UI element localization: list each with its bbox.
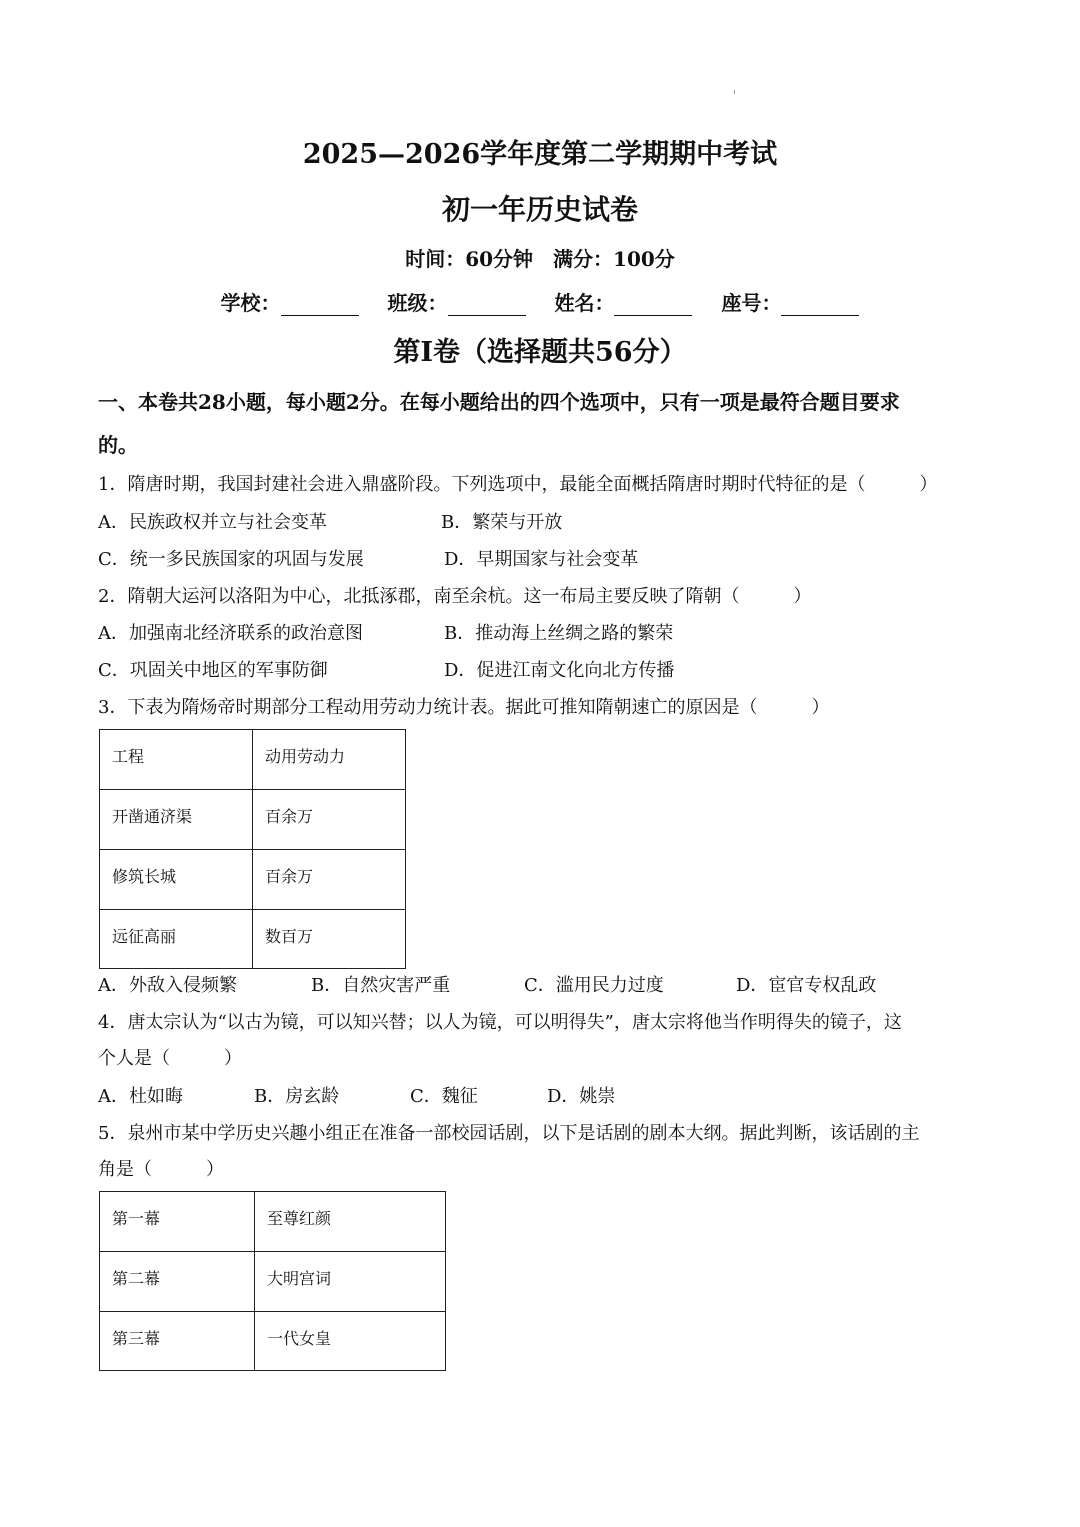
table-cell: 开凿通济渠	[100, 790, 253, 850]
q5-table	[99, 1191, 446, 1371]
field-seat-label: 座号：	[721, 291, 782, 315]
q4-stem-line-2: 个人是（ ）	[98, 1048, 242, 1069]
q1-stem: 1．隋唐时期，我国封建社会进入鼎盛阶段。下列选项中，最能全面概括隋唐时期时代特征的是（ ）	[98, 474, 938, 495]
student-info-fields	[0, 287, 1080, 316]
exam-subtitle: 初一年历史试卷	[441, 193, 638, 226]
table-cell: 百余万	[253, 790, 406, 850]
q4-option-a[interactable]: A．杜如晦	[98, 1086, 183, 1107]
q1-option-c[interactable]: C．统一多民族国家的巩固与发展	[98, 549, 364, 570]
table-row	[100, 790, 406, 850]
q1-option-b[interactable]: B．繁荣与开放	[441, 512, 563, 533]
table-row	[100, 910, 406, 969]
field-class-label: 班级：	[387, 291, 448, 315]
scan-mark	[734, 90, 735, 94]
instructions-line-1: 一、本卷共28小题，每小题2分。在每小题给出的四个选项中，只有一项是最符合题目要求	[98, 390, 900, 414]
table-cell: 至尊红颜	[255, 1192, 446, 1252]
section-title: 第Ⅰ卷（选择题共56分）	[393, 337, 687, 368]
table-cell: 第三幕	[100, 1312, 255, 1371]
table-cell: 工程	[100, 730, 253, 790]
q1-option-a[interactable]: A．民族政权并立与社会变革	[98, 512, 327, 533]
exam-title: 2025—2026学年度第二学期期中考试	[302, 139, 778, 170]
q3-option-c[interactable]: C．滥用民力过度	[524, 975, 664, 996]
q4-option-d[interactable]: D．姚崇	[547, 1086, 616, 1107]
field-name-blank[interactable]	[614, 295, 692, 316]
field-name-label: 姓名：	[554, 291, 615, 315]
q2-stem: 2．隋朝大运河以洛阳为中心，北抵涿郡，南至余杭。这一布局主要反映了隋朝（ ）	[98, 586, 812, 607]
q4-stem-line-1: 4．唐太宗认为“以古为镜，可以知兴替；以人为镜，可以明得失”，唐太宗将他当作明得失的镜子，这	[98, 1012, 902, 1033]
q2-option-d[interactable]: D．促进江南文化向北方传播	[444, 660, 675, 681]
table-row	[100, 1312, 446, 1371]
exam-meta: 时间：60分钟 满分：100分	[405, 247, 675, 271]
q3-option-d[interactable]: D．宦官专权乱政	[736, 975, 877, 996]
q3-table	[99, 729, 406, 969]
table-row	[100, 850, 406, 910]
table-cell: 第二幕	[100, 1252, 255, 1312]
field-class-blank[interactable]	[448, 295, 526, 316]
q3-option-a[interactable]: A．外敌入侵频繁	[98, 975, 237, 996]
table-cell: 大明宫词	[255, 1252, 446, 1312]
q4-option-c[interactable]: C．魏征	[410, 1086, 478, 1107]
q4-option-b[interactable]: B．房玄龄	[254, 1086, 340, 1107]
table-cell: 远征高丽	[100, 910, 253, 969]
q2-option-b[interactable]: B．推动海上丝绸之路的繁荣	[444, 623, 674, 644]
field-school-label: 学校：	[220, 291, 281, 315]
q2-option-c[interactable]: C．巩固关中地区的军事防御	[98, 660, 328, 681]
instructions-line-2: 的。	[98, 433, 138, 457]
table-cell: 数百万	[253, 910, 406, 969]
q2-option-a[interactable]: A．加强南北经济联系的政治意图	[98, 623, 363, 644]
field-school-blank[interactable]	[281, 295, 359, 316]
table-row	[100, 1192, 446, 1252]
table-cell: 动用劳动力	[253, 730, 406, 790]
q1-option-d[interactable]: D．早期国家与社会变革	[444, 549, 639, 570]
q5-stem-line-1: 5．泉州市某中学历史兴趣小组正在准备一部校园话剧，以下是话剧的剧本大纲。据此判断，该话剧的主	[98, 1123, 920, 1144]
table-row	[100, 1252, 446, 1312]
table-cell: 百余万	[253, 850, 406, 910]
table-row	[100, 730, 406, 790]
field-seat-blank[interactable]	[781, 295, 859, 316]
q3-stem: 3．下表为隋炀帝时期部分工程动用劳动力统计表。据此可推知隋朝速亡的原因是（ ）	[98, 697, 830, 718]
q5-stem-line-2: 角是（ ）	[98, 1159, 224, 1180]
table-cell: 一代女皇	[255, 1312, 446, 1371]
table-cell: 修筑长城	[100, 850, 253, 910]
table-cell: 第一幕	[100, 1192, 255, 1252]
q3-option-b[interactable]: B．自然灾害严重	[311, 975, 451, 996]
